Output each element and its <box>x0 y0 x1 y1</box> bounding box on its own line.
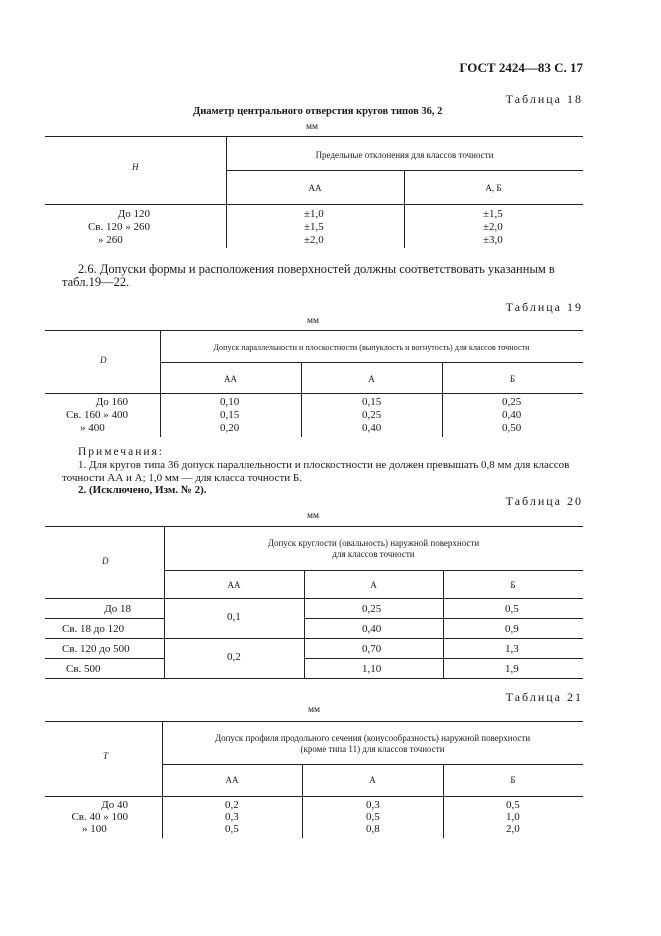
table-21-row-name: До 40 <box>101 799 128 811</box>
table-21-col-aa: АА <box>225 775 239 785</box>
table-19-cell: 0,10 <box>220 396 240 408</box>
note-1-line-1: 1. Для кругов типа 36 допуск параллельности и плоскостности не должен превышать 0,8 мм для классов <box>78 459 570 471</box>
table-20-unit: мм <box>307 511 320 521</box>
table-20-label: Таблица 20 <box>505 494 583 508</box>
table-18-col-aa: АА <box>308 183 322 193</box>
table-18-cell: ±2,0 <box>483 221 503 233</box>
table-20-row-name: Св. 500 <box>66 663 101 675</box>
table-19-cell: 0,15 <box>220 409 240 421</box>
table-21-col-b: Б <box>510 775 516 785</box>
table-18-cell: ±3,0 <box>483 234 503 246</box>
table-21-cell: 0,3 <box>225 811 239 823</box>
table-19-cell: 0,50 <box>502 422 522 434</box>
table-20-cell: 0,40 <box>362 623 382 635</box>
table-19-row-name: Св. 160 » 400 <box>65 409 128 421</box>
table-21-row-header: T <box>103 751 109 761</box>
table-21-cell: 0,5 <box>506 799 520 811</box>
table-21-col-a: А <box>369 775 376 785</box>
table-20-cell: 0,25 <box>362 603 382 615</box>
table-18-caption: Диаметр центрального отверстия кругов типов 36, 2 <box>193 106 443 117</box>
paragraph-2-6-line-2: табл.19—22. <box>62 275 130 289</box>
table-20-row-header: D <box>102 556 109 566</box>
table-19-cell: 0,20 <box>220 422 240 434</box>
table-20-span-header-line-1: Допуск круглости (овальность) наружной поверхности <box>267 538 480 548</box>
table-20-row-name: Св. 18 до 120 <box>62 623 125 635</box>
table-20-merged-cell: 0,1 <box>227 611 241 623</box>
table-20-col-aa: АА <box>227 580 241 590</box>
table-18-span-header: Предельные отклонения для классов точности <box>315 150 494 160</box>
table-19-row-name: » 400 <box>80 422 105 434</box>
table-21-cell: 1,0 <box>506 811 520 823</box>
table-20-cell: 0,70 <box>362 643 382 655</box>
table-20-col-a: А <box>370 580 377 590</box>
table-20-cell: 0,9 <box>505 623 519 635</box>
table-20-row-name: До 18 <box>104 603 131 615</box>
table-18-row-name: Св. 120 » 260 <box>87 221 150 233</box>
table-20-cell: 1,10 <box>362 663 382 675</box>
table-18-cell: ±1,5 <box>483 208 503 220</box>
table-21-span-header-line-2: (кроме типа 11) для классов точности <box>300 744 445 754</box>
table-20-cell: 1,9 <box>505 663 519 675</box>
table-18-label: Таблица 18 <box>505 92 583 106</box>
note-2: 2. (Исключено, Изм. № 2). <box>78 484 207 496</box>
table-18-row-name: До 120 <box>117 208 150 220</box>
table-19-col-a: А <box>368 374 375 384</box>
table-18-row-header: H <box>132 162 139 172</box>
table-19-cell: 0,40 <box>362 422 382 434</box>
table-21-cell: 0,2 <box>225 799 239 811</box>
table-21-row-name: » 100 <box>82 823 107 835</box>
table-21-cell: 2,0 <box>506 823 520 835</box>
table-18-unit: мм <box>306 122 319 132</box>
table-20-row-name: Св. 120 до 500 <box>62 643 130 655</box>
table-21-row-name: Св. 40 » 100 <box>71 811 128 823</box>
table-21-label: Таблица 21 <box>505 690 583 704</box>
table-21-cell: 0,5 <box>366 811 380 823</box>
table-19-span-header: Допуск параллельности и плоскостности (выпуклость и вогнутость) для классов точности <box>213 343 530 352</box>
table-18-row-name: » 260 <box>98 234 123 246</box>
table-19-cell: 0,40 <box>502 409 522 421</box>
table-19-row-name: До 160 <box>95 396 128 408</box>
table-18-cell: ±1,0 <box>304 208 324 220</box>
table-19-col-b: Б <box>509 374 516 384</box>
table-19-cell: 0,15 <box>362 396 382 408</box>
table-19-cell: 0,25 <box>502 396 522 408</box>
table-21-cell: 0,8 <box>366 823 380 835</box>
table-19-cell: 0,25 <box>362 409 382 421</box>
table-19-col-aa: АА <box>224 374 237 384</box>
table-20-col-b: Б <box>510 580 516 590</box>
table-20-span-header-line-2: для классов точности <box>332 549 415 559</box>
table-21-cell: 0,3 <box>366 799 380 811</box>
table-18-col-ab: А, Б <box>485 183 502 193</box>
table-21-span-header-line-1: Допуск профиля продольного сечения (конусообразность) наружной поверхности <box>214 733 531 743</box>
doc-header: ГОСТ 2424—83 С. 17 <box>459 60 583 75</box>
table-20-cell: 1,3 <box>505 643 519 655</box>
table-20-cell: 0,5 <box>505 603 519 615</box>
note-1-line-2: точности АА и А; 1,0 мм — для класса точности Б. <box>62 472 302 484</box>
table-18-cell: ±2,0 <box>304 234 324 246</box>
table-18-cell: ±1,5 <box>304 221 324 233</box>
notes-title: Примечания: <box>78 446 164 458</box>
table-19-label: Таблица 19 <box>505 300 583 314</box>
table-21-unit: мм <box>308 705 321 715</box>
table-21-cell: 0,5 <box>225 823 239 835</box>
table-20-merged-cell: 0,2 <box>227 651 241 663</box>
table-19-unit: мм <box>307 316 320 326</box>
paragraph-2-6-line-1: 2.6. Допуски формы и расположения поверхностей должны соответствовать указанным в <box>78 262 555 276</box>
table-19-row-header: D <box>100 355 107 365</box>
